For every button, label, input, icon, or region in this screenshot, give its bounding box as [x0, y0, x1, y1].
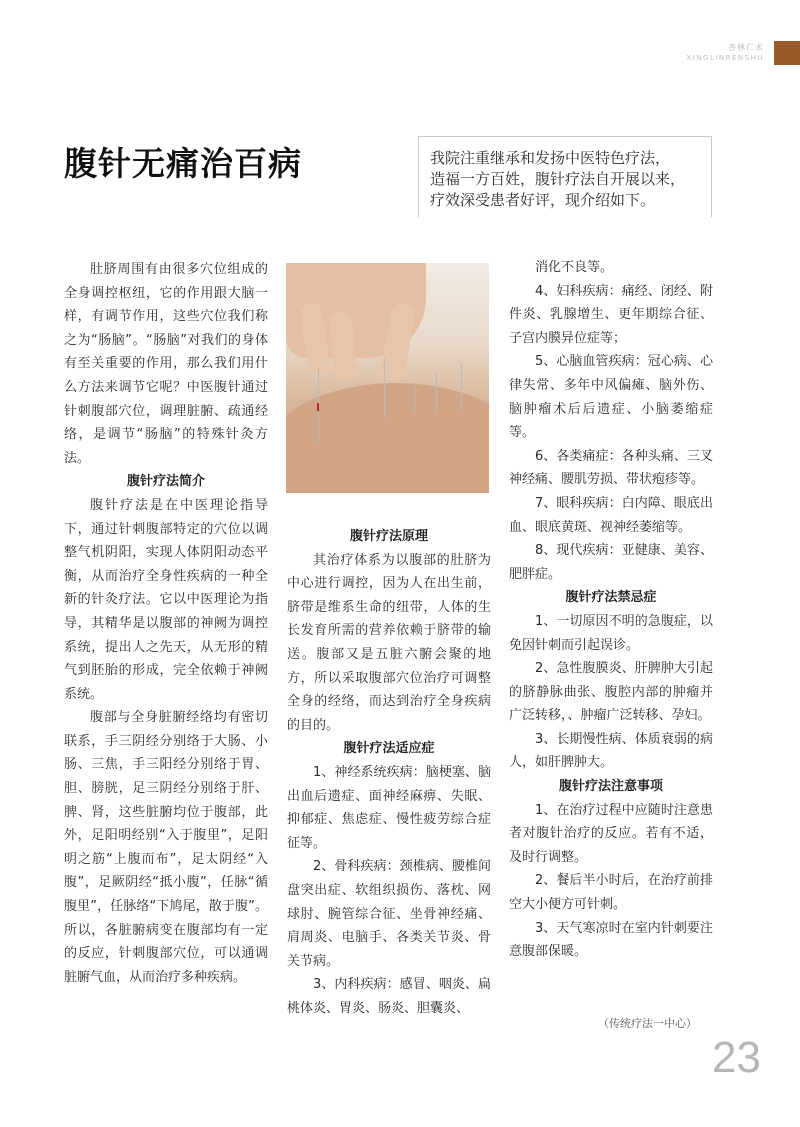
list-item: 3、天气寒凉时在室内针刺要注意腹部保暖。 — [509, 920, 713, 960]
list-item: 4、妇科疾病：痛经、闭经、附件炎、乳腺增生、更年期综合征、子宫内膜异位症等； — [509, 283, 713, 346]
list-item: 7、眼科疾病：白内障、眼底出血、眼底黄斑、视神经萎缩等。 — [509, 495, 713, 535]
intro-line: 造福一方百姓，腹针疗法自开展以来， — [430, 171, 686, 188]
paragraph: 肚脐周围有由很多穴位组成的全身调控枢纽，它的作用跟大脑一样，有调节作用，这些穴位我们称之为“肠脑”。“肠脑”对我们的身体有至关重要的作用，那么我们用什么方法来调节它呢？中医腹针通过针刺腹部穴位，调理脏腑、疏通经络，是调节“肠脑”的特殊针灸方法。 — [64, 262, 268, 466]
list-item: 2、餐后半小时后，在治疗前排空大小便方可针刺。 — [509, 873, 713, 913]
page-number: 23 — [712, 1033, 761, 1082]
list-item: 1、在治疗过程中应随时注意患者对腹针治疗的反应。若有不适，及时行调整。 — [509, 802, 713, 865]
list-item: 3、长期慢性病、体质衰弱的病人，如肝脾肿大。 — [509, 731, 713, 771]
needle-shape — [384, 358, 385, 418]
needle-shape — [436, 373, 437, 413]
column-right — [509, 256, 713, 964]
section-heading: 腹针疗法简介 — [126, 474, 205, 490]
needle-shape — [414, 383, 415, 413]
section-label-en: XINGLINRENSHU — [686, 54, 764, 62]
list-item: 2、骨科疾病：颈椎病、腰椎间盘突出症、软组织损伤、落枕、网球肘、腕管综合征、坐骨神经痛、肩周炎、电脑手、各类关节炎、骨关节病。 — [287, 859, 491, 969]
list-item: 6、各类痛症：各种头痛、三叉神经痛、腰肌劳损、带状疱疹等。 — [509, 448, 713, 488]
paragraph: 腹部与全身脏腑经络均有密切联系，手三阴经分别络于大肠、小肠、三焦，手三阳经分别络于胃、胆、膀胱，足三阴经分别络于肝、脾、肾，这些脏腑均位于腹部，此外，足阳明经别“入于腹里”，足阳明之筋“上腹而布”，足太阴经“入腹”，足厥阴经“抵小腹”，任脉“循腹里”，任脉络“下鸠尾，散于腹”。所以，各脏腑病变在腹部均有一定的反应，针刺腹部穴位，可以通调脏腑气血，从而治疗多种疾病。 — [64, 710, 268, 985]
section-tab-marker — [774, 41, 800, 65]
column-middle — [287, 525, 491, 1020]
section-heading: 腹针疗法禁忌症 — [565, 590, 657, 606]
needle-mark — [317, 403, 319, 411]
paragraph: 其治疗体系为以腹部的肚脐为中心进行调控，因为人在出生前，脐带是维系生命的纽带，人体的生长发育所需的营养依赖于脐带的输送。腹部又是五脏六腑会聚的地方，所以采取腹部穴位治疗可调整全身的经络，而达到治疗全身疾病的目的。 — [287, 552, 491, 733]
section-label: 杏林仁术 — [728, 43, 764, 52]
list-item: 2、急性腹膜炎、肝脾肿大引起的脐静脉曲张、腹腔内部的肿瘤并广泛转移，、肿瘤广泛转移、孕妇。 — [509, 661, 713, 724]
list-item: 1、一切原因不明的急腹症，以免因针刺而引起误诊。 — [509, 613, 713, 653]
column-left — [64, 258, 268, 989]
paragraph: 腹针疗法是在中医理论指导下，通过针刺腹部特定的穴位以调整气机阴阳，实现人体阴阳动态平衡，从而治疗全身性疾病的一种全新的针灸疗法。它以中医理论为指导，其精华是以腹部的神阙为调控系统，提出人之先天，从无形的精气到胚胎的形成，完全依赖于神阙系统。 — [64, 497, 268, 702]
section-heading: 腹针疗法注意事项 — [558, 779, 663, 795]
abdomen-shape — [286, 383, 489, 493]
article-title: 腹针无痛治百病 — [64, 144, 302, 183]
list-item: 1、神经系统疾病：脑梗塞、脑出血后遗症、面神经麻痹、失眠、抑郁症、焦虑症、慢性疲劳综合症征等。 — [287, 764, 491, 851]
section-heading: 腹针疗法适应症 — [343, 741, 435, 757]
source-note: （传统疗法一中心） — [598, 1017, 697, 1030]
intro-text — [430, 148, 710, 211]
list-item: 8、现代疾病：亚健康、美容、肥胖症。 — [509, 543, 713, 582]
intro-line: 疗效深受患者好评，现介绍如下。 — [430, 192, 656, 209]
section-heading: 腹针疗法原理 — [349, 529, 428, 544]
list-item: 3、内科疾病：感冒、咽炎、扁桃体炎、胃炎、肠炎、胆囊炎、 — [287, 977, 491, 1016]
acupuncture-photo — [286, 263, 489, 493]
list-item: 5、心脑血管疾病：冠心病、心律失常、多年中风偏瘫、脑外伤、脑肿瘤术后后遗症、小脑萎缩症等。 — [509, 354, 713, 441]
intro-line: 我院注重继承和发扬中医特色疗法， — [430, 150, 671, 167]
paragraph-continuation: 消化不良等。 — [535, 260, 614, 275]
needle-shape — [461, 363, 462, 411]
